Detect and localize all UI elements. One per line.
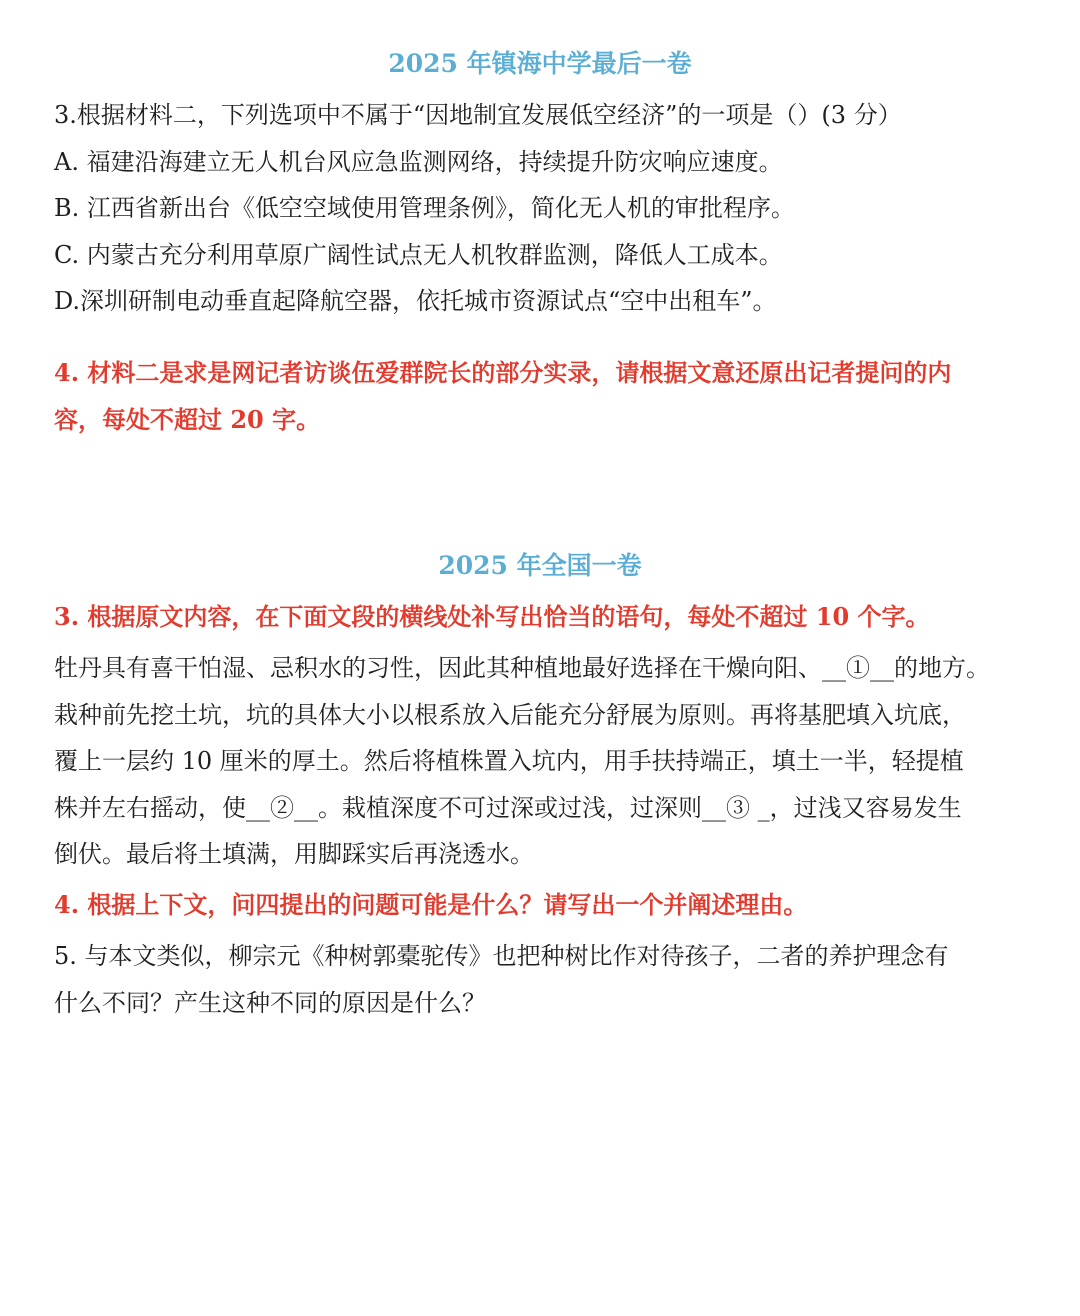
- section-title-national: 2025 年全国一卷: [438, 551, 642, 580]
- question-4-national: [54, 882, 1026, 929]
- option-d: D.深圳研制电动垂直起降航空器，依托城市资源试点“空中出租车”。: [54, 287, 777, 315]
- passage-line-4: 株并左右摇动，使__②__。栽植深度不可过深或过浅，过深则__③ _，过浅又容易发生: [54, 793, 962, 822]
- question-stem: 3.根据材料二，下列选项中不属于“因地制宜发展低空经济”的一项是（）(3 分）: [54, 101, 902, 129]
- passage-line-3: 覆上一层约 10 厘米的厚土。然后将植株置入坑内，用手扶持端正，填土一半，轻提植: [54, 747, 964, 775]
- question-4-zhenhai: [54, 350, 1026, 443]
- option-b: B. 江西省新出台《低空空域使用管理条例》，简化无人机的审批程序。: [54, 194, 795, 222]
- question-stem-line-2: 容，每处不超过 20 字。: [54, 404, 321, 434]
- option-a: A. 福建沿海建立无人机台风应急监测网络，持续提升防灾响应速度。: [54, 147, 783, 176]
- passage-line-1: 牡丹具有喜干怕湿、忌积水的习性，因此其种植地最好选择在干燥向阳、__①__的地方。: [54, 654, 990, 682]
- question-stem: 4. 根据上下文，问四提出的问题可能是什么？请写出一个并阐述理由。: [54, 890, 808, 919]
- question-stem-line-1: 4. 材料二是求是网记者访谈伍爱群院长的部分实录，请根据文意还原出记者提问的内: [54, 358, 952, 387]
- question-stem-line-2: 什么不同？产生这种不同的原因是什么？: [54, 988, 486, 1017]
- question-3-zhenhai: [54, 92, 1026, 325]
- passage-line-5: 倒伏。最后将土填满，用脚踩实后再浇透水。: [54, 840, 534, 868]
- section-title-zhenhai: 2025 年镇海中学最后一卷: [388, 49, 692, 78]
- question-3-national: [54, 594, 1026, 641]
- passage: [54, 645, 1026, 878]
- question-stem: 3. 根据原文内容，在下面文段的横线处补写出恰当的语句，每处不超过 10 个字。: [54, 602, 930, 631]
- passage-line-2: 栽种前先挖土坑，坑的具体大小以根系放入后能充分舒展为原则。再将基肥填入坑底，: [54, 700, 966, 729]
- option-c: C. 内蒙古充分利用草原广阔性试点无人机牧群监测，降低人工成本。: [54, 240, 783, 269]
- question-stem-line-1: 5. 与本文类似，柳宗元《种树郭橐驼传》也把种树比作对待孩子，二者的养护理念有: [54, 942, 949, 970]
- question-5-national: [54, 933, 1026, 1026]
